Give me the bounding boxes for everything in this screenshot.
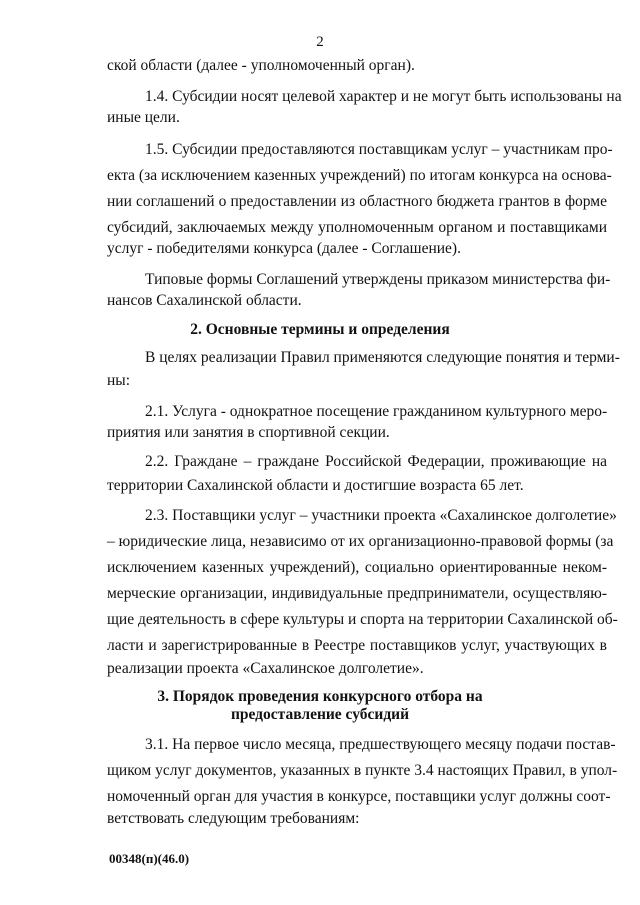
section-heading: предоставление субсидий xyxy=(230,706,410,723)
paragraph-line: субсидий, заключаемых между уполномоченным органом и поставщиками xyxy=(107,219,607,236)
section-heading: 2. Основные термины и определения xyxy=(190,321,450,338)
paragraph-line: мерческие организации, индивидуальные предприниматели, осуществляю- xyxy=(107,585,607,602)
paragraph-line: номоченный орган для участия в конкурсе, поставщики услуг должны соот- xyxy=(107,788,611,805)
paragraph-line: ласти и зарегистрированные в Реестре поставщиков услуг, участвующих в xyxy=(107,637,607,654)
section-heading: 3. Порядок проведения конкурсного отбора на xyxy=(157,688,483,705)
paragraph-line: щие деятельность в сфере культуры и спорта на территории Сахалинской об- xyxy=(107,611,618,628)
paragraph-line: 3.1. На первое число месяца, предшествующего месяцу подачи постав- xyxy=(145,736,616,753)
paragraph-line: 2.3. Поставщики услуг – участники проекта «Сахалинское долголетие» xyxy=(145,507,617,524)
paragraph-line: В целях реализации Правил применяются следующие понятия и терми- xyxy=(145,349,620,366)
paragraph-line: – юридические лица, независимо от их организационно-правовой формы (за xyxy=(107,533,614,550)
document-code: 00348(п)(46.0) xyxy=(109,851,190,866)
page-number: 2 xyxy=(316,34,324,50)
paragraph-line: 2.2. Граждане – граждане Российской Федерации, проживающие на xyxy=(145,453,607,470)
paragraph-line: щиком услуг документов, указанных в пункте 3.4 настоящих Правил, в упол- xyxy=(107,762,618,779)
paragraph-line: Типовые формы Соглашений утверждены приказом министерства фи- xyxy=(145,271,611,288)
paragraph-line: исключением казенных учреждений), социально ориентированные неком- xyxy=(107,559,607,576)
paragraph-line: екта (за исключением казенных учреждений) по итогам конкурса на основа- xyxy=(107,167,612,184)
paragraph-line: иные цели. xyxy=(107,109,180,126)
paragraph-line: нии соглашений о предоставлении из областного бюджета грантов в форме xyxy=(107,193,607,210)
paragraph-line: территории Сахалинской области и достигшие возраста 65 лет. xyxy=(107,477,524,494)
paragraph-line: ской области (далее - уполномоченный орган). xyxy=(107,57,415,74)
paragraph-line: 1.5. Субсидии предоставляются поставщикам услуг – участникам про- xyxy=(145,141,613,158)
paragraph-line: ветствовать следующим требованиям: xyxy=(107,810,360,827)
paragraph-line: 2.1. Услуга - однократное посещение гражданином культурного меро- xyxy=(145,403,608,420)
paragraph-line: приятия или занятия в спортивной секции. xyxy=(107,424,390,441)
paragraph-line: нансов Сахалинской области. xyxy=(107,292,302,309)
paragraph-line: услуг - победителями конкурса (далее - Соглашение). xyxy=(107,240,461,257)
paragraph-line: реализации проекта «Сахалинское долголетие». xyxy=(107,660,424,677)
paragraph-line: ны: xyxy=(107,372,131,389)
paragraph-line: 1.4. Субсидии носят целевой характер и не могут быть использованы на xyxy=(145,88,622,105)
